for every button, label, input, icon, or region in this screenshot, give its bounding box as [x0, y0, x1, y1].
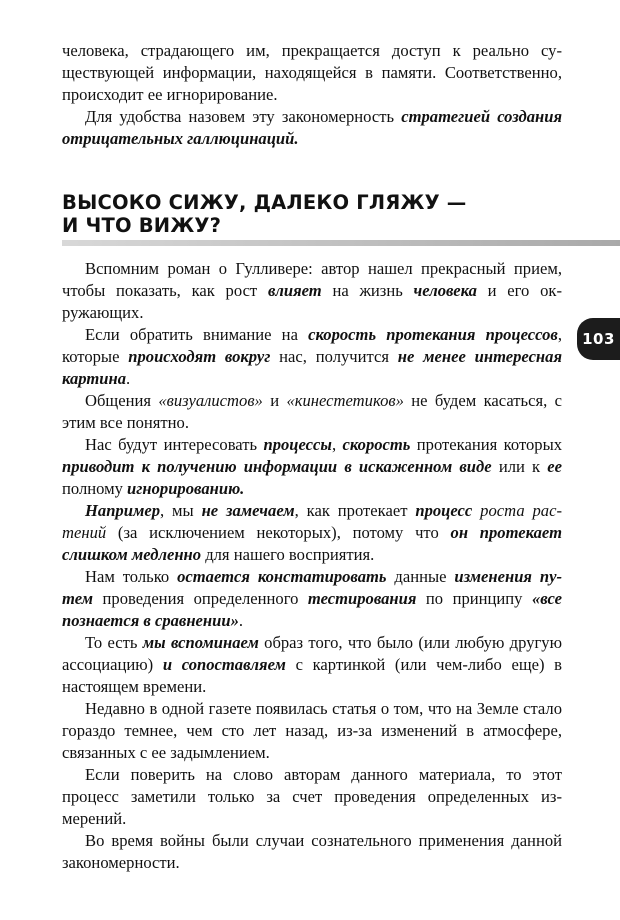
- body-paragraph: [62, 324, 562, 390]
- emphasis-text: стратегией создания отрицательных галлюцинаций.: [62, 107, 563, 148]
- text-run: Если обратить внимание на: [85, 325, 309, 344]
- emphasis-text: не замечаем: [201, 501, 295, 520]
- text-run: Во время войны были случаи сознательного применения данной закономерности.: [62, 831, 562, 872]
- italic-text: «визуалистов»: [158, 391, 263, 410]
- text-run: [472, 501, 480, 520]
- body-paragraph: [62, 434, 562, 500]
- emphasis-text: влияет: [267, 281, 322, 300]
- top-text: [62, 40, 562, 150]
- text-run: .: [126, 369, 131, 388]
- text-run: Для удобства назовем эту закономерность: [85, 107, 402, 126]
- top-paragraph: [62, 106, 562, 150]
- text-run: , которые: [62, 325, 562, 366]
- emphasis-text: мы вспоминаем: [142, 633, 259, 652]
- emphasis-text: ее: [547, 457, 562, 476]
- italic-text: роста растений: [62, 501, 562, 542]
- text-run: на жизнь: [321, 281, 414, 300]
- text-run: не будем касаться, с этим все понятно.: [62, 391, 562, 432]
- text-run: для нашего восприятия.: [201, 545, 375, 564]
- text-run: ,: [331, 435, 343, 454]
- emphasis-text: не менее интересная картина: [62, 347, 562, 388]
- emphasis-text: тестирования: [307, 589, 417, 608]
- body-paragraph: [62, 500, 562, 566]
- emphasis-text: скорость протекания процессов: [308, 325, 558, 344]
- text-run: Нас будут интересовать: [85, 435, 264, 454]
- text-run: Нам только: [85, 567, 178, 586]
- emphasis-text: Например: [85, 501, 160, 520]
- heading-rule: [62, 240, 620, 246]
- body-paragraph: [62, 764, 562, 830]
- text-run: (за исключением некоторых), потому что: [106, 523, 451, 542]
- text-run: , как протекает: [294, 501, 416, 520]
- text-run: полному: [62, 479, 128, 498]
- text-run: или к: [491, 457, 548, 476]
- emphasis-text: он протекает слишком медленно: [62, 523, 562, 564]
- text-run: с картинкой (или чем-либо еще) в настоящем времени.: [62, 655, 562, 696]
- section-heading-line-2: И ЧТО ВИЖУ?: [62, 214, 222, 237]
- text-run: образ того, что было (или любую другую ассоциацию): [62, 633, 562, 674]
- italic-text: «кинестетиков»: [286, 391, 404, 410]
- text-run: Недавно в одной газете появилась статья о том, что на Земле стало гораздо темнее, чем сто лет назад, из-за изменений в атмосфере, связанных с ее задымлением.: [62, 699, 562, 762]
- text-run: проведения определенного: [93, 589, 308, 608]
- text-run: человека, страдающего им, прекращается доступ к реально существующей информации, находящейся в памяти. Соответственно, происходит ее игнорирование.: [62, 41, 562, 104]
- page-number-tab: [577, 318, 620, 360]
- text-run: , мы: [160, 501, 202, 520]
- emphasis-text: человека: [413, 281, 477, 300]
- text-run: нас, получится: [270, 347, 398, 366]
- text-run: Если поверить на слово авторам данного материала, то этот процесс заметили только за счет проведения определенных измерений.: [62, 765, 562, 828]
- text-run: и его окружающих.: [62, 281, 562, 322]
- emphasis-text: процессы: [263, 435, 332, 454]
- top-paragraph: [62, 40, 562, 106]
- body-paragraph: [62, 698, 562, 764]
- text-run: протекания которых: [410, 435, 563, 454]
- text-run: То есть: [85, 633, 143, 652]
- section-heading-line-1: ВЫСОКО СИЖУ, ДАЛЕКО ГЛЯЖУ —: [62, 191, 467, 214]
- emphasis-text: скорость: [342, 435, 411, 454]
- text-run: Вспомним роман о Гулливере: автор нашел прекрасный прием, чтобы показать, как рост: [62, 259, 562, 300]
- section-heading: [62, 191, 482, 237]
- emphasis-text: и сопоставляем: [162, 655, 286, 674]
- emphasis-text: процесс: [415, 501, 473, 520]
- text-run: Общения: [85, 391, 159, 410]
- text-run: .: [238, 611, 244, 630]
- emphasis-text: происходят вокруг: [128, 347, 271, 366]
- body-paragraph: [62, 632, 562, 698]
- emphasis-text: приводит к получению информации в искаженном виде: [62, 457, 492, 476]
- emphasis-text: игнорированию.: [127, 479, 245, 498]
- body-text: [62, 258, 562, 874]
- body-paragraph: [62, 258, 562, 324]
- emphasis-text: «все познается в сравнении»: [62, 589, 562, 630]
- text-run: и: [262, 391, 287, 410]
- emphasis-text: изменения путем: [62, 567, 562, 608]
- body-paragraph: [62, 830, 562, 874]
- page-number: 103: [582, 330, 615, 348]
- body-paragraph: [62, 566, 562, 632]
- text-run: по принципу: [416, 589, 532, 608]
- body-paragraph: [62, 390, 562, 434]
- text-run: данные: [386, 567, 455, 586]
- emphasis-text: остается констатировать: [177, 567, 387, 586]
